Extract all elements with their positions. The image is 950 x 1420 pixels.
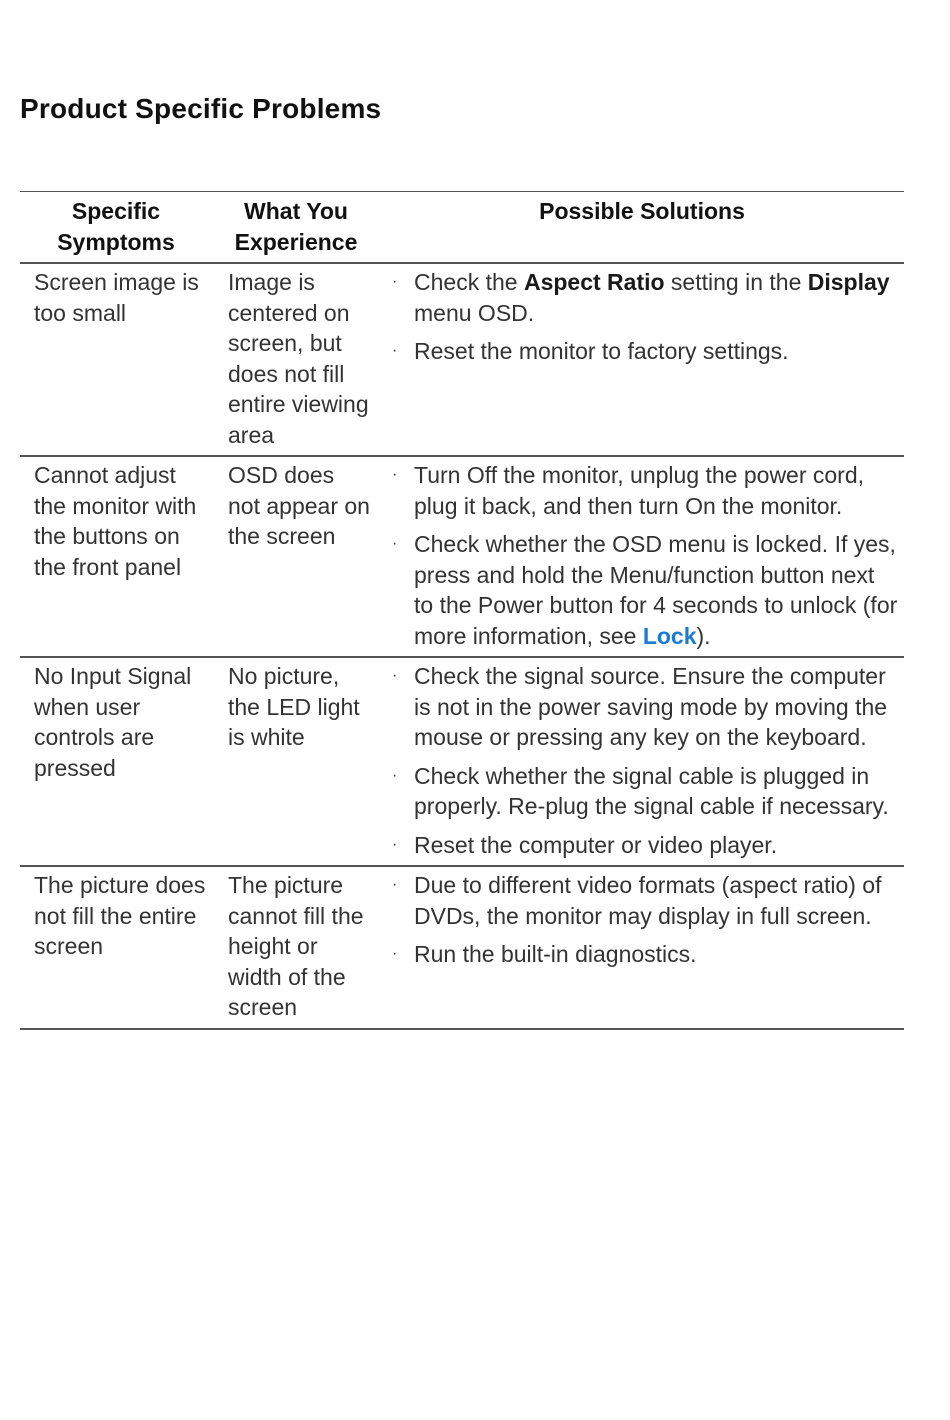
- experience-cell: The picture cannot fill the height or width of the screen: [228, 872, 364, 1020]
- solution-item: [386, 661, 898, 753]
- symptom-cell: No Input Signal when user controls are pressed: [34, 663, 192, 781]
- solution-item: [386, 460, 898, 521]
- solution-item: [386, 830, 898, 861]
- table-row: [20, 456, 904, 657]
- solution-text: Run the built-in diagnostics.: [414, 941, 697, 967]
- solution-item: [386, 870, 898, 931]
- solutions-list: [386, 267, 898, 367]
- table-body: [20, 263, 904, 1029]
- symptom-cell: The picture does not fill the entire screen: [34, 872, 206, 959]
- solution-text: ).: [696, 622, 711, 649]
- solution-text: Check the: [414, 269, 524, 295]
- symptom-cell: Screen image is too small: [34, 269, 199, 326]
- table-header-row: [20, 192, 904, 264]
- solution-text: menu OSD.: [414, 299, 535, 326]
- solution-item: [386, 761, 898, 822]
- header-solutions: Possible Solutions: [539, 198, 745, 224]
- table-row: [20, 263, 904, 456]
- bold-term: Aspect Ratio: [523, 269, 665, 295]
- bullet-icon: ·: [392, 466, 398, 483]
- lock-link[interactable]: Lock: [642, 622, 697, 649]
- solutions-list: [386, 460, 898, 651]
- page-title: Product Specific Problems: [20, 93, 382, 124]
- bullet-icon: ·: [392, 535, 398, 552]
- experience-cell: OSD does not appear on the screen: [228, 462, 370, 549]
- symptom-cell: Cannot adjust the monitor with the buttons on the front panel: [34, 462, 197, 580]
- problems-table: [20, 191, 904, 1030]
- solution-text: Check whether the OSD menu is locked. If yes, press and hold the Menu/function button next to the Power button for 4 seconds to unlock (for more information, see: [414, 531, 898, 649]
- solution-item: [386, 267, 898, 328]
- problems-table-container: [20, 191, 904, 1030]
- bullet-icon: ·: [392, 945, 398, 962]
- header-experience: What You Experience: [234, 198, 358, 255]
- bullet-icon: ·: [392, 835, 398, 853]
- experience-cell: Image is centered on screen, but does not fill entire viewing area: [228, 269, 369, 448]
- solutions-list: [386, 661, 898, 860]
- header-symptoms: Specific Symptoms: [57, 198, 175, 255]
- solution-text: Reset the computer or video player.: [414, 831, 778, 858]
- bold-term: Display: [807, 269, 890, 295]
- table-header: [20, 192, 904, 264]
- solutions-cell: [380, 263, 904, 456]
- solution-text: Due to different video formats (aspect ratio) of DVDs, the monitor may display in full screen.: [414, 872, 882, 929]
- solution-item: [386, 939, 898, 970]
- experience-cell: No picture, the LED light is white: [228, 663, 360, 750]
- solution-item: [386, 529, 898, 651]
- bullet-icon: ·: [392, 342, 398, 359]
- bullet-icon: ·: [392, 766, 398, 784]
- bullet-icon: ·: [392, 876, 398, 893]
- bullet-icon: ·: [392, 273, 398, 290]
- bullet-icon: ·: [392, 667, 398, 684]
- solutions-cell: [380, 456, 904, 657]
- solution-text: Check whether the signal cable is plugged in properly. Re-plug the signal cable if necessary.: [414, 762, 889, 819]
- solutions-cell: [380, 657, 904, 866]
- solutions-list: [386, 870, 898, 970]
- solution-text: setting in the: [664, 269, 808, 295]
- solutions-cell: [380, 866, 904, 1029]
- solution-text: Turn Off the monitor, unplug the power cord, plug it back, and then turn On the monitor.: [414, 462, 865, 519]
- solution-item: [386, 336, 898, 367]
- table-row: [20, 657, 904, 866]
- table-row: [20, 866, 904, 1029]
- solution-text: Reset the monitor to factory settings.: [414, 338, 789, 364]
- solution-text: Check the signal source. Ensure the computer is not in the power saving mode by moving the mouse or pressing any key on the keyboard.: [414, 663, 888, 750]
